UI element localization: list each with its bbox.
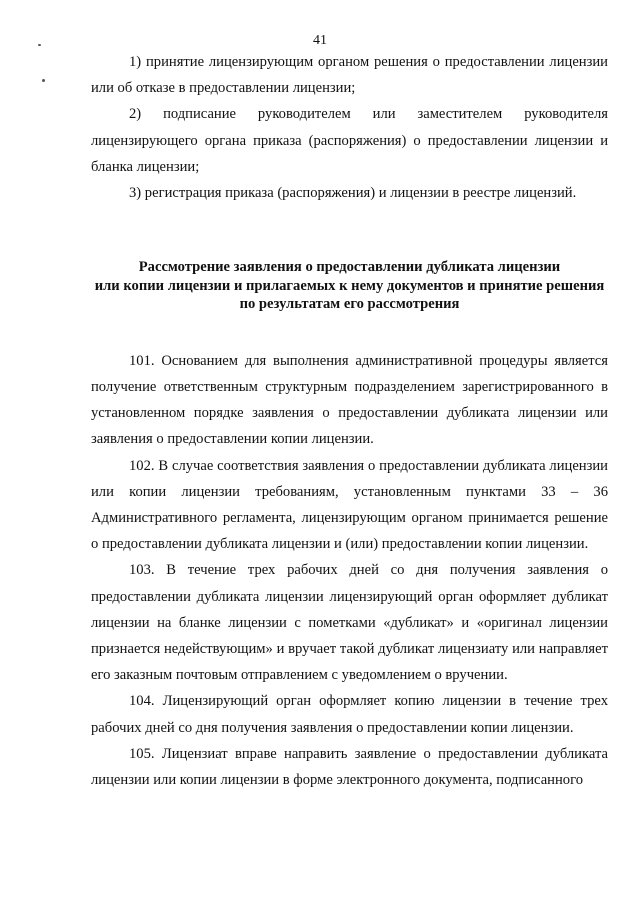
numbered-paragraph: 101. Основанием для выполнения административной процедуры является получение ответственным структурным подразделением зарегистрированного в установленном порядке заявления о предоставлении дубликата лицензии или заявления о предоставлении копии лицензии. <box>91 352 608 448</box>
numbered-paragraph: 104. Лицензирующий орган оформляет копию лицензии в течение трех рабочих дней со дня получения заявления о предоставлении копии лицензии. <box>91 693 608 736</box>
section-body <box>91 348 608 793</box>
list-item-paragraph: 1) принятие лицензирующим органом решения о предоставлении лицензии или об отказе в предоставлении лицензии; <box>91 54 608 97</box>
scan-artifact-dot <box>42 79 45 82</box>
page-number: 41 <box>313 33 327 48</box>
section-heading-line: Рассмотрение заявления о предоставлении дубликата лицензии <box>138 259 561 276</box>
section-heading-line: по результатам его рассмотрения <box>239 296 460 313</box>
section-heading <box>91 258 608 314</box>
numbered-paragraph: 105. Лицензиат вправе направить заявление о предоставлении дубликата лицензии или копии лицензии в форме электронного документа, подписанного <box>91 745 608 788</box>
section-heading-line: или копии лицензии и прилагаемых к нему документов и принятие решения <box>94 277 605 294</box>
list-item-paragraph: 2) подписание руководителем или заместителем руководителя лицензирующего органа приказа (распоряжения) о предоставлении лицензии и бланка лицензии; <box>91 106 608 175</box>
page-content <box>91 49 608 793</box>
numbered-paragraph: 102. В случае соответствия заявления о предоставлении дубликата лицензии или копии лицензии требованиям, установленным пунктами 33 – 36 Административного регламента, лицензирующим органом принимается решение о предоставлении дубликата лицензии и (или) предоставлении копии лицензии. <box>91 457 608 553</box>
list-item-paragraph: 3) регистрация приказа (распоряжения) и лицензии в реестре лицензий. <box>129 185 577 202</box>
numbered-paragraph: 103. В течение трех рабочих дней со дня получения заявления о предоставлении дубликата лицензии лицензирующий орган оформляет дубликат лицензии на бланке лицензии с пометками «дубликат» и «оригинал лицензии признается недействующим» и вручает такой дубликат лицензиату или направляет его заказным почтовым отправлением с уведомлением о вручении. <box>91 562 608 684</box>
